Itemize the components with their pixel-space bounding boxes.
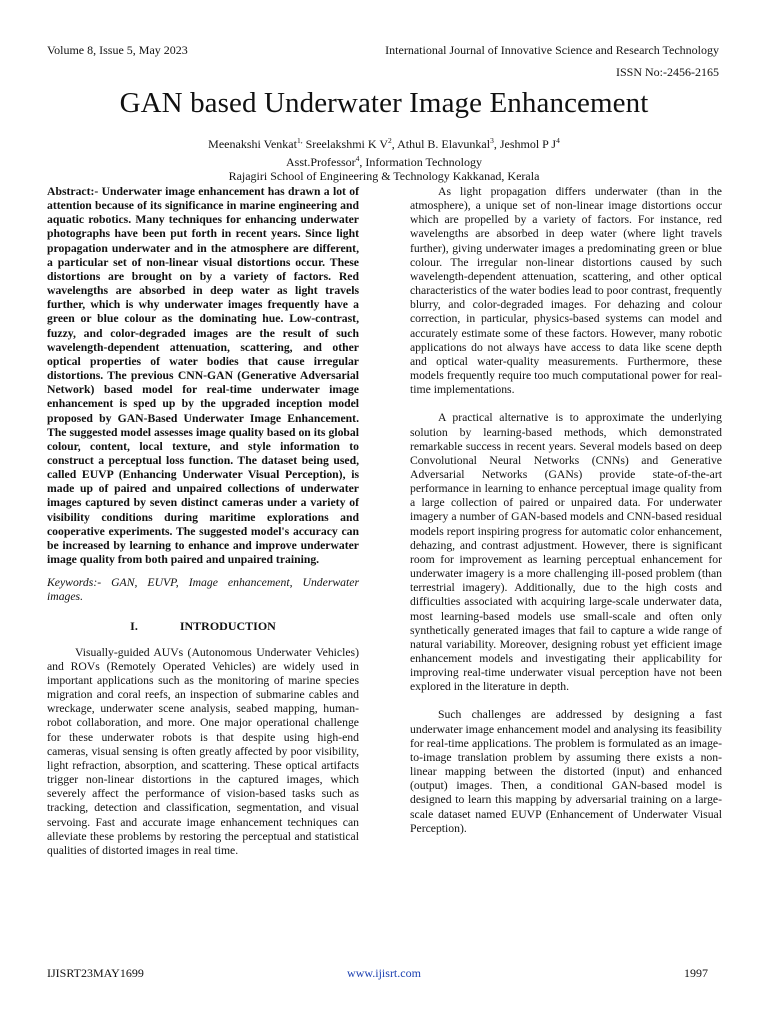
journal-website-link[interactable]: www.ijisrt.com <box>347 966 421 980</box>
position-title: Asst.Professor <box>286 154 356 169</box>
author-name: , Jeshmol P J <box>493 137 557 151</box>
keywords <box>47 576 359 604</box>
volume-issue: Volume 8, Issue 5, May 2023 <box>47 43 188 57</box>
abstract: Abstract:- Underwater image enhancement has drawn a lot of attention because of its significance in marine engineering and aquatic robotics. Many techniques for enhancing underwater photographs have been put forth in recent years. Since light propagation underwater and in the atmosphere are different, a particular set of non-linear visual distortions occur. These distortions are brought on by a variety of factors. Red wavelengths are absorbed in deep water as light travels further, which is why underwater images frequently have a green or blue colour as the dominating hue. Low-contrast, fuzzy, and color-degraded images are the result of such wavelength-dependent attenuation, scattering, and other optical properties of water bodies that cause irregular distortions. The previous CNN-GAN (Generative Adversarial Network) based model for real-time underwater image enhancement is sped up by the upgraded inception model proposed by GAN-Based Underwater Image Enhancement. The suggested model assesses image quality based on its global colour, content, local texture, and style information to construct a perceptual loss function. The dataset being used, called EUVP (Enhancing Underwater Visual Perception), is made up of paired and unpaired collections of underwater images captured by seven distinct cameras under a variety of visibility conditions during maritime explorations and cooperative experiments. The suggested model's accuracy can be increased by learning to enhance and improve underwater image quality from both paired and unpaired training. <box>47 185 359 567</box>
author-name: Sreelakshmi K V <box>302 137 388 151</box>
author-position <box>0 152 768 170</box>
body-paragraph: Visually-guided AUVs (Autonomous Underwater Vehicles) and ROVs (Remotely Operated Vehicles) are widely used in important applications such as the monitoring of marine species migration and coral reefs, an inspection of submarine cables and wreckage, underwater scene analysis, seabed mapping, human-robot collaboration, and more. One major operational challenge for these underwater robots is that despite using high-end cameras, visual sensing is often greatly affected by poor visibility, light refraction, absorption, and scattering. These optical artifacts trigger non-linear distortions in the captured images, which severely affect the performance of vision-based tasks such as tracking, detection and classification, segmentation, and visual servoing. Fast and accurate image enhancement techniques can alleviate these problems by restoring the perceptual and statistical qualities of distorted images in real time. <box>47 645 359 857</box>
paper-title: GAN based Underwater Image Enhancement <box>119 87 649 119</box>
section-number: I. <box>130 618 138 633</box>
section-title: INTRODUCTION <box>179 618 276 633</box>
author-affiliation-marker: 1, <box>296 136 303 145</box>
body-paragraph: Such challenges are addressed by designing a fast underwater image enhancement model and analysing its feasibility for real-time applications. The problem is formulated as an image-to-image translation problem by assuming there exists a non-linear mapping between the distorted (input) and enhanced (output) images. Then, a conditional GAN-based model is designed to learn this mapping by adversarial training on a large-scale dataset named EUVP (Enhancement of Underwater Visual Perception). <box>410 708 722 835</box>
author-name: Meenakshi Venkat <box>208 137 297 151</box>
keywords-text: :- GAN, EUVP, Image enhancement, Underwater images. <box>47 576 359 604</box>
author-affiliation-marker: 3 <box>490 136 494 145</box>
paper-code: IJISRT23MAY1699 <box>47 966 144 980</box>
body-paragraph: A practical alternative is to approximate the underlying solution by learning-based methods, which demonstrated remarkable success in recent years. Several models based on deep Convolutional Neural Networks (CNNs) and Generative Adversarial Networks (GANs) provide state-of-the-art performance in learning to enhance perceptual image quality from a large collection of paired or unpaired data. For underwater imagery a number of GAN-based models and CNN-based residual models report inspiring progress for automatic color enhancement, dehazing, and contrast adjustment. However, there is significant room for improvement as learning perceptual enhancement for underwater imagery is a more challenging ill-posed problem (than terrestrial imagery). Additionally, due to the high costs and difficulties associated with acquiring large-scale underwater data, most learning-based models use small-scale and often only synthetically generated images that fail to capture a wide range of natural variability. Moreover, designing robust yet efficient image enhancement models and investigating their applicability for improving real-time underwater visual perception have not been explored in the literature in depth. <box>410 411 722 694</box>
author-affiliation-marker: 2 <box>388 136 392 145</box>
author-block <box>0 134 768 184</box>
issn: ISSN No:-2456-2165 <box>615 65 719 79</box>
right-column <box>410 185 722 836</box>
institution: Rajagiri School of Engineering & Technology Kakkanad, Kerala <box>228 169 540 183</box>
author-name: , Athul B. Elavunkal <box>391 137 491 151</box>
page-number: 1997 <box>684 966 708 980</box>
position-marker: 4 <box>355 153 360 163</box>
left-column <box>47 185 359 858</box>
body-paragraph: As light propagation differs underwater (than in the atmosphere), a unique set of non-linear image distortions occur which are propelled by a variety of factors. For instance, red wavelengths are absorbed in deep water (where light travels further), giving underwater images a predominating green or blue colour. The irregular non-linear distortions caused by such wavelength-dependent attenuation, scattering, and other optical characteristics of the water bodies lead to poor contrast, frequently blurry, and color-degraded images. For dehazing and colour correction, in particular, physics-based systems can model and accurately estimate some of these factors. However, many robotic applications do not always have access to data like scene depth and optical water-quality measurements. Furthermore, these models frequently require too much computational power for real-time implementations. <box>410 185 722 397</box>
author-affiliation-marker: 4 <box>556 136 560 145</box>
author-list <box>0 134 768 152</box>
journal-name: International Journal of Innovative Science and Research Technology <box>385 43 719 57</box>
keywords-label: Keywords <box>47 576 94 590</box>
footer-link-wrap <box>0 966 768 981</box>
section-heading <box>47 619 359 633</box>
department: , Information Technology <box>359 154 482 169</box>
